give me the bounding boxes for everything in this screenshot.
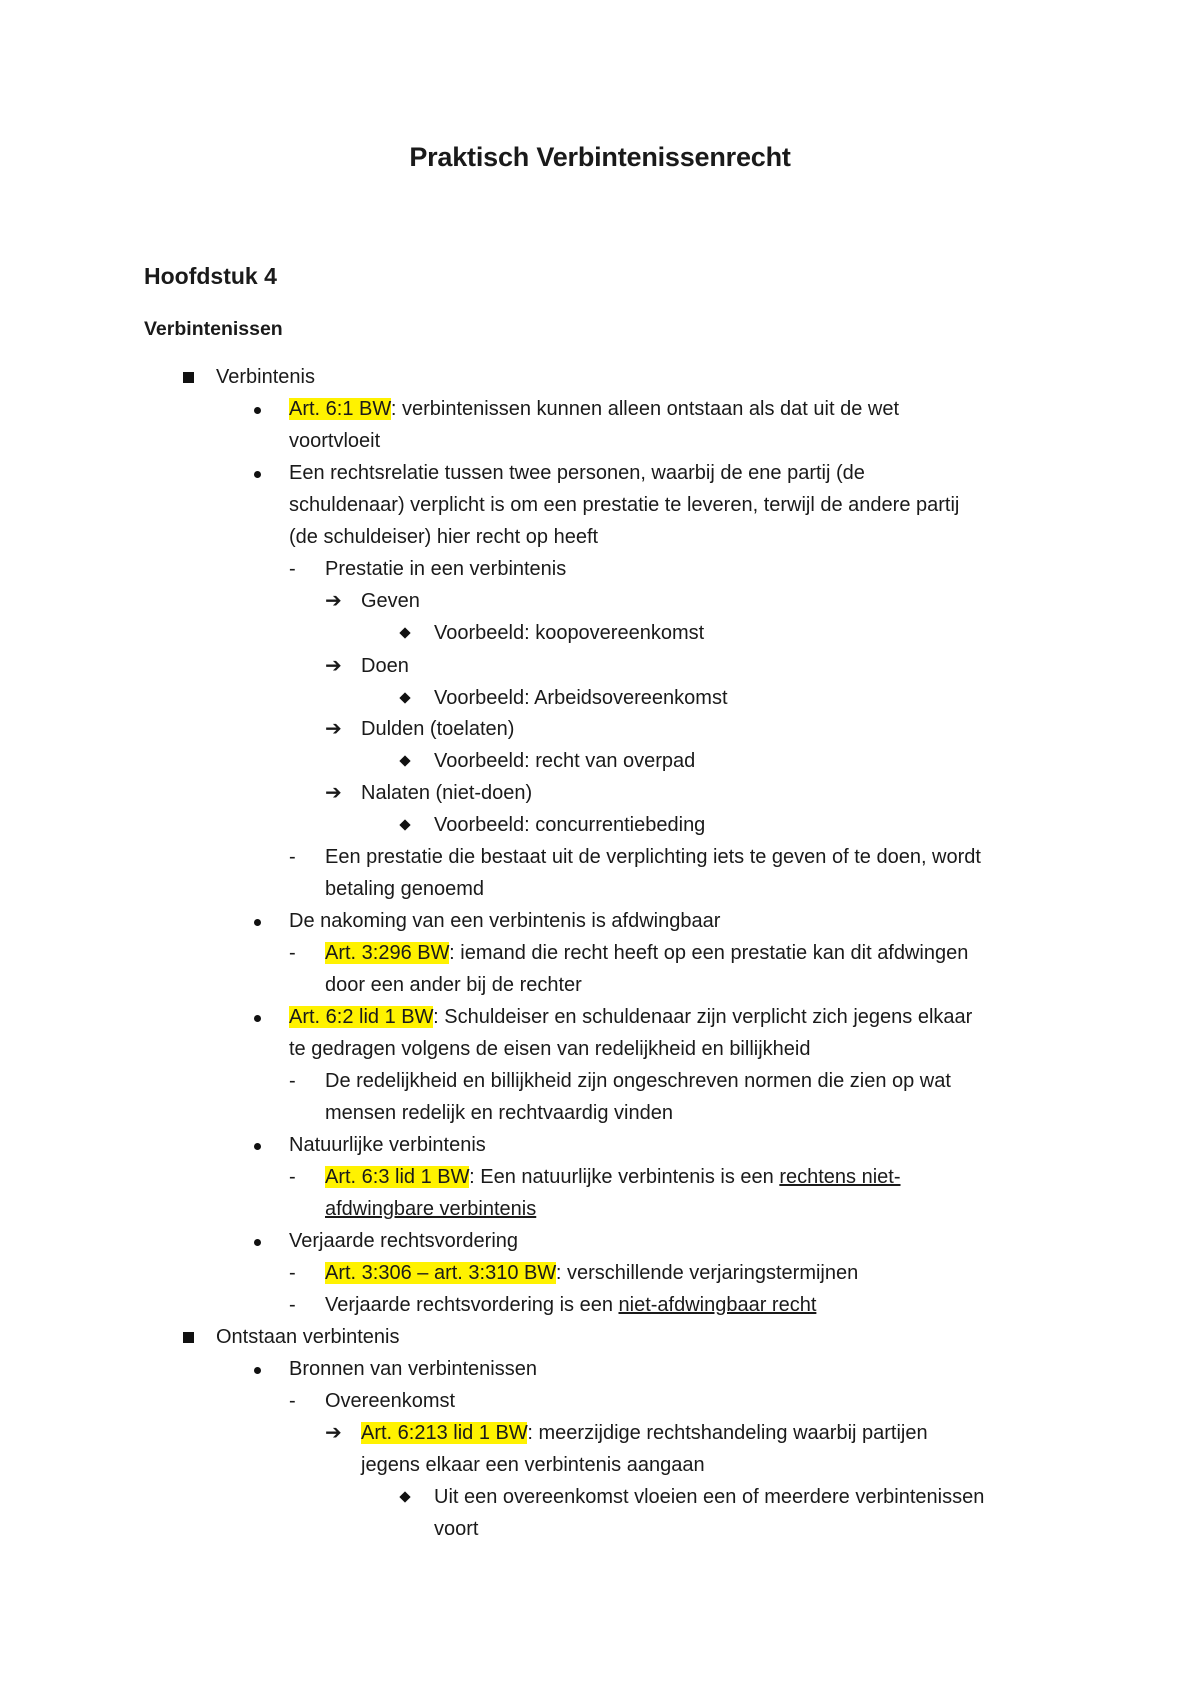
list-item-prestatie: Prestatie in een verbintenis: [325, 558, 567, 580]
dash-bullet: -: [289, 1166, 296, 1188]
list-item-voorbeeld: Voorbeeld: recht van overpad: [434, 750, 696, 772]
list-item-natuurlijke-verbintenis: Natuurlijke verbintenis: [289, 1134, 486, 1156]
list-item-rechtsrelatie: Een rechtsrelatie tussen twee personen, waarbij de ene partij (de: [289, 462, 865, 484]
list-item-voorbeeld: Voorbeeld: concurrentiebeding: [434, 814, 706, 836]
diamond-bullet-icon: [399, 1491, 410, 1502]
round-bullet-icon: [254, 407, 261, 414]
round-bullet-icon: [254, 1015, 261, 1022]
arrow-right-icon: ➔: [325, 590, 342, 612]
diamond-bullet-icon: [399, 755, 410, 766]
text-continuation: jegens elkaar een verbintenis aangaan: [361, 1454, 705, 1476]
list-item-art-3-306: Art. 3:306 – art. 3:310 BW: verschillende verjaringstermijnen: [325, 1262, 859, 1284]
diamond-bullet-icon: [399, 627, 410, 638]
article-reference: Art. 3:296 BW: [325, 942, 450, 964]
list-item-niet-afdwingbaar: Verjaarde rechtsvordering is een niet-afdwingbaar recht: [325, 1294, 817, 1316]
round-bullet-icon: [254, 471, 261, 478]
arrow-right-icon: ➔: [325, 718, 342, 740]
list-item-voorbeeld: Voorbeeld: Arbeidsovereenkomst: [434, 687, 728, 709]
section-heading: Verbintenissen: [144, 318, 283, 340]
list-item-verbintenis: Verbintenis: [216, 366, 315, 388]
arrow-right-icon: ➔: [325, 782, 342, 804]
text-continuation: (de schuldeiser) hier recht op heeft: [289, 526, 599, 548]
list-item-art-3-296: Art. 3:296 BW: iemand die recht heeft op een prestatie kan dit afdwingen: [325, 942, 969, 964]
arrow-right-icon: ➔: [325, 655, 342, 677]
dash-bullet: -: [289, 1070, 296, 1092]
article-reference: Art. 6:2 lid 1 BW: [289, 1006, 434, 1028]
list-item-redelijkheid: De redelijkheid en billijkheid zijn ongeschreven normen die zien op wat: [325, 1070, 951, 1092]
list-item-bronnen: Bronnen van verbintenissen: [289, 1358, 537, 1380]
list-item-art-6-1: Art. 6:1 BW: verbintenissen kunnen alleen ontstaan als dat uit de wet: [289, 398, 900, 420]
dash-bullet: -: [289, 942, 296, 964]
article-reference: Art. 6:213 lid 1 BW: [361, 1422, 528, 1444]
list-item-art-6-213: Art. 6:213 lid 1 BW: meerzijdige rechtshandeling waarbij partijen: [361, 1422, 928, 1444]
text-continuation: mensen redelijk en rechtvaardig vinden: [325, 1102, 673, 1124]
article-reference: Art. 3:306 – art. 3:310 BW: [325, 1262, 556, 1284]
text-continuation: voortvloeit: [289, 430, 381, 452]
dash-bullet: -: [289, 1390, 296, 1412]
round-bullet-icon: [254, 1367, 261, 1374]
list-item-dulden: Dulden (toelaten): [361, 718, 515, 740]
text-continuation: door een ander bij de rechter: [325, 974, 582, 996]
list-item-overeenkomst: Overeenkomst: [325, 1390, 456, 1412]
list-item-verjaarde-rechtsvordering: Verjaarde rechtsvordering: [289, 1230, 519, 1252]
text-continuation: betaling genoemd: [325, 878, 485, 900]
dash-bullet: -: [289, 558, 296, 580]
list-item-geven: Geven: [361, 590, 420, 612]
article-reference: Art. 6:1 BW: [289, 398, 391, 420]
dash-bullet: -: [289, 846, 296, 868]
list-item-art-6-2: Art. 6:2 lid 1 BW: Schuldeiser en schuldenaar zijn verplicht zich jegens elkaar: [289, 1006, 973, 1028]
underlined-term: niet-afdwingbaar recht: [618, 1294, 817, 1316]
article-reference: Art. 6:3 lid 1 BW: [325, 1166, 470, 1188]
list-item-nakoming: De nakoming van een verbintenis is afdwingbaar: [289, 910, 721, 932]
square-bullet-icon: [183, 372, 194, 383]
dash-bullet: -: [289, 1262, 296, 1284]
square-bullet-icon: [183, 1332, 194, 1343]
text-continuation: voort: [434, 1518, 479, 1540]
diamond-bullet-icon: [399, 819, 410, 830]
round-bullet-icon: [254, 919, 261, 926]
underlined-term: afdwingbare verbintenis: [325, 1198, 537, 1220]
chapter-heading: Hoofdstuk 4: [144, 263, 277, 289]
text-continuation: te gedragen volgens de eisen van redelijkheid en billijkheid: [289, 1038, 811, 1060]
dash-bullet: -: [289, 1294, 296, 1316]
list-item-verbintenissen-voort: Uit een overeenkomst vloeien een of meerdere verbintenissen: [434, 1486, 985, 1508]
arrow-right-icon: ➔: [325, 1422, 342, 1444]
list-item-nalaten: Nalaten (niet-doen): [361, 782, 533, 804]
document-title: Praktisch Verbintenissenrecht: [409, 142, 791, 172]
round-bullet-icon: [254, 1143, 261, 1150]
list-item-ontstaan-verbintenis: Ontstaan verbintenis: [216, 1326, 400, 1348]
list-item-doen: Doen: [361, 655, 409, 677]
text-continuation: schuldenaar) verplicht is om een prestatie te leveren, terwijl de andere partij: [289, 494, 960, 516]
list-item-art-6-3: Art. 6:3 lid 1 BW: Een natuurlijke verbintenis is een rechtens niet-: [325, 1166, 901, 1188]
list-item-voorbeeld: Voorbeeld: koopovereenkomst: [434, 622, 705, 644]
round-bullet-icon: [254, 1239, 261, 1246]
diamond-bullet-icon: [399, 692, 410, 703]
underlined-term: rechtens niet-: [779, 1166, 901, 1188]
list-item-betaling: Een prestatie die bestaat uit de verplichting iets te geven of te doen, wordt: [325, 846, 981, 868]
